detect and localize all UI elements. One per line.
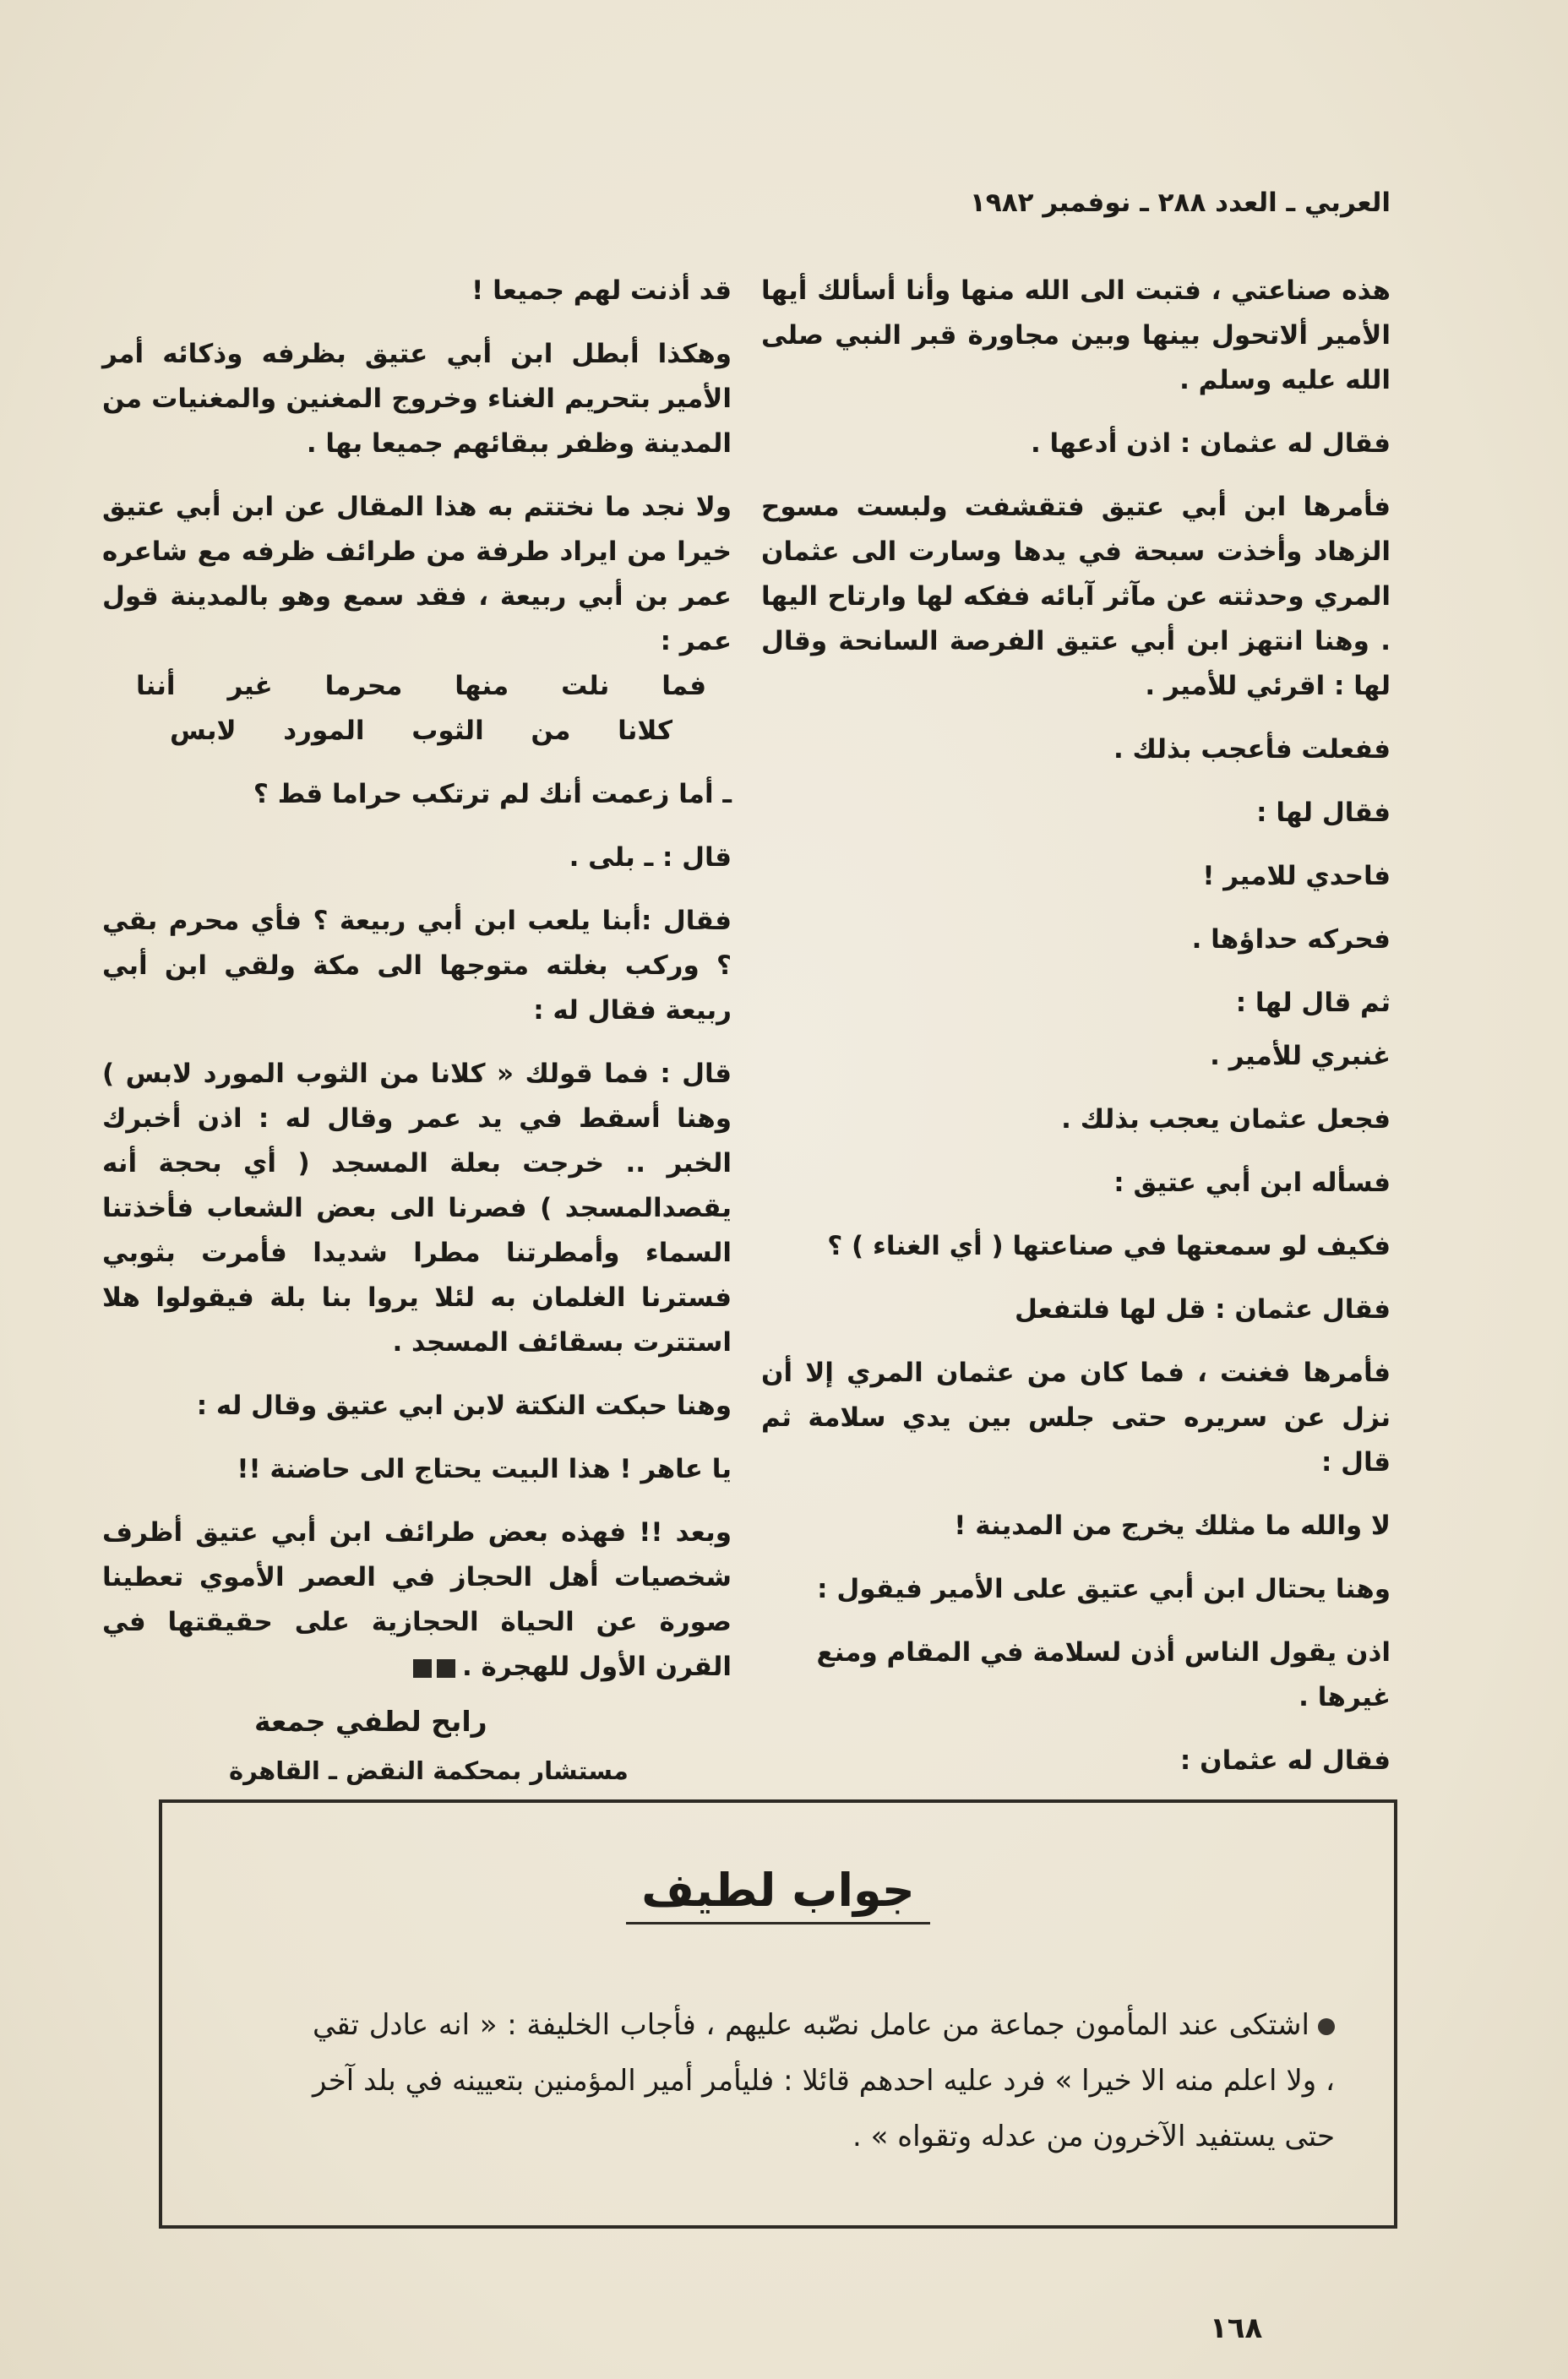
bullet-icon — [1318, 2018, 1335, 2035]
poem-verse-line — [102, 664, 732, 709]
paragraph: فسأله ابن أبي عتيق : — [1113, 1168, 1391, 1198]
paragraph: وهكذا أبطل ابن أبي عتيق بظرفه وذكائه أمر الأمير بتحريم الغناء وخروج المغنين والمغنيات من المدينة وظفر ببقائهم جميعا بها . — [102, 339, 732, 459]
verse-word: أننا — [136, 671, 176, 701]
paragraph: ولا نجد ما نختتم به هذا المقال عن ابن أبي عتيق خيرا من ايراد طرفة من طرائف ظرفه مع شاعره عمر بن أبي ربيعة ، فقد سمع وهو بالمدينة قول عمر : — [102, 492, 732, 656]
box-title — [162, 1864, 1394, 1917]
closing-text: وبعد !! فهذه بعض طرائف ابن أبي عتيق أظرف شخصيات أهل الحجاز في العصر الأموي تعطينا صورة عن الحياة الحجازية على حقيقتها في القرن الأول للهجرة . — [102, 1517, 732, 1682]
paragraph: لا والله ما مثلك يخرج من المدينة ! — [954, 1511, 1391, 1541]
paragraph: وهنا يحتال ابن أبي عتيق على الأمير فيقول : — [817, 1574, 1391, 1604]
paragraph: ففعلت فأعجب بذلك . — [1113, 734, 1391, 765]
left-column — [102, 269, 732, 1785]
paragraph: فجعل عثمان يعجب بذلك . — [1061, 1104, 1391, 1135]
paragraph: فقال عثمان : قل لها فلتفعل — [1014, 1294, 1391, 1325]
verse-word: المورد — [283, 716, 365, 746]
page-number: ١٦٨ — [1210, 2311, 1263, 2345]
paragraph: وهنا حبكت النكتة لابن ابي عتيق وقال له : — [196, 1391, 732, 1421]
paragraph: اذن يقول الناس أذن لسلامة في المقام ومنع غيرها . — [816, 1637, 1391, 1712]
verse-word: محرما — [324, 671, 403, 701]
verse-word: من — [531, 716, 571, 746]
paragraph: قال : فما قولك « كلانا من الثوب المورد لابس ) وهنا أسقط في يد عمر وقال له : اذن أخبرك الخبر .. خرجت بعلة المسجد ( أي بحجة أنه يقصدالمسجد ) فصرنا الى بعض الشعاب فأخذتنا السماء وأمطرتنا مطرا شديدا فأمرت بثوبي فسترنا الغلمان به لئلا يروا بنا بلة فيقولوا هلا استترت بسقائف المسجد . — [102, 1059, 732, 1358]
box-body — [313, 1997, 1335, 2164]
paragraph: فأمرها ابن أبي عتيق فتقشفت ولبست مسوح الزهاد وأخذت سبحة في يدها وسارت الى عثمان المري وحدثته عن مآثر آبائه ففكه لها وارتاح اليها . وهنا انتهز ابن أبي عتيق الفرصة السانحة وقال لها : اقرئي للأمير . — [761, 492, 1391, 701]
paragraph: ثم قال لها : — [1235, 988, 1391, 1018]
author-title: مستشار بمحكمة النقض ـ القاهرة — [229, 1756, 629, 1785]
verse-word: منها — [455, 671, 509, 701]
right-column — [761, 269, 1391, 1802]
paragraph: فقال لها : — [1256, 798, 1391, 828]
verse-word: فما — [662, 671, 706, 701]
verse-word: نلت — [561, 671, 610, 701]
verse-word: لابس — [170, 716, 237, 746]
anecdote-box — [159, 1799, 1397, 2229]
paragraph: ـ أما زعمت أنك لم ترتكب حراما قط ؟ — [253, 779, 732, 809]
paragraph: يا عاهر ! هذا البيت يحتاج الى حاضنة !! — [237, 1454, 732, 1484]
paragraph: فقال له عثمان : اذن أدعها . — [1030, 428, 1391, 459]
box-body-text: اشتكى عند المأمون جماعة من عامل نصّبه عليهم ، فأجاب الخليفة : « انه عادل تقي ، ولا اعلم منه الا خيرا » فرد عليه احدهم قائلا : فليأمر أمير المؤمنين بتعيينه في بلد آخر حتى يستفيد الآخرون من عدله وتقواه » . — [313, 2008, 1335, 2153]
end-of-article-marks — [413, 1659, 455, 1678]
author-name: رابح لطفي جمعة — [254, 1705, 487, 1738]
paragraph: فكيف لو سمعتها في صناعتها ( أي الغناء ) ؟ — [827, 1231, 1391, 1261]
paragraph: قد أذنت لهم جميعا ! — [471, 275, 732, 306]
paragraph: غنبري للأمير . — [1210, 1041, 1391, 1071]
paragraph: فاحدي للامير ! — [1202, 861, 1391, 891]
paragraph: فقال له عثمان : — [1179, 1745, 1391, 1776]
paragraph: قال : ـ بلى . — [569, 842, 732, 873]
paragraph: هذه صناعتي ، فتبت الى الله منها وأنا أسألك أيها الأمير ألاتحول بينها وبين مجاورة قبر النبي صلى الله عليه وسلم . — [761, 275, 1391, 395]
verse-word: غير — [227, 671, 273, 701]
paragraph: فأمرها فغنت ، فما كان من عثمان المري إلا أن نزل عن سريره حتى جلس بين يدي سلامة ثم قال : — [761, 1358, 1391, 1478]
running-header: العربي ـ العدد ٢٨٨ ـ نوفمبر ١٩٨٢ — [969, 188, 1391, 218]
paragraph: فقال :أبنا يلعب ابن أبي ربيعة ؟ فأي محرم بقي ؟ وركب بغلته متوجها الى مكة ولقي ابن أبي ربيعة فقال له : — [102, 906, 732, 1026]
verse-word: الثوب — [411, 716, 484, 746]
box-title-text: جواب لطيف — [626, 1864, 930, 1924]
paragraph: فحركه حداؤها . — [1191, 924, 1391, 955]
poem-verse-line — [102, 709, 732, 754]
verse-word: كلانا — [618, 716, 672, 746]
closing-paragraph — [102, 1511, 732, 1690]
